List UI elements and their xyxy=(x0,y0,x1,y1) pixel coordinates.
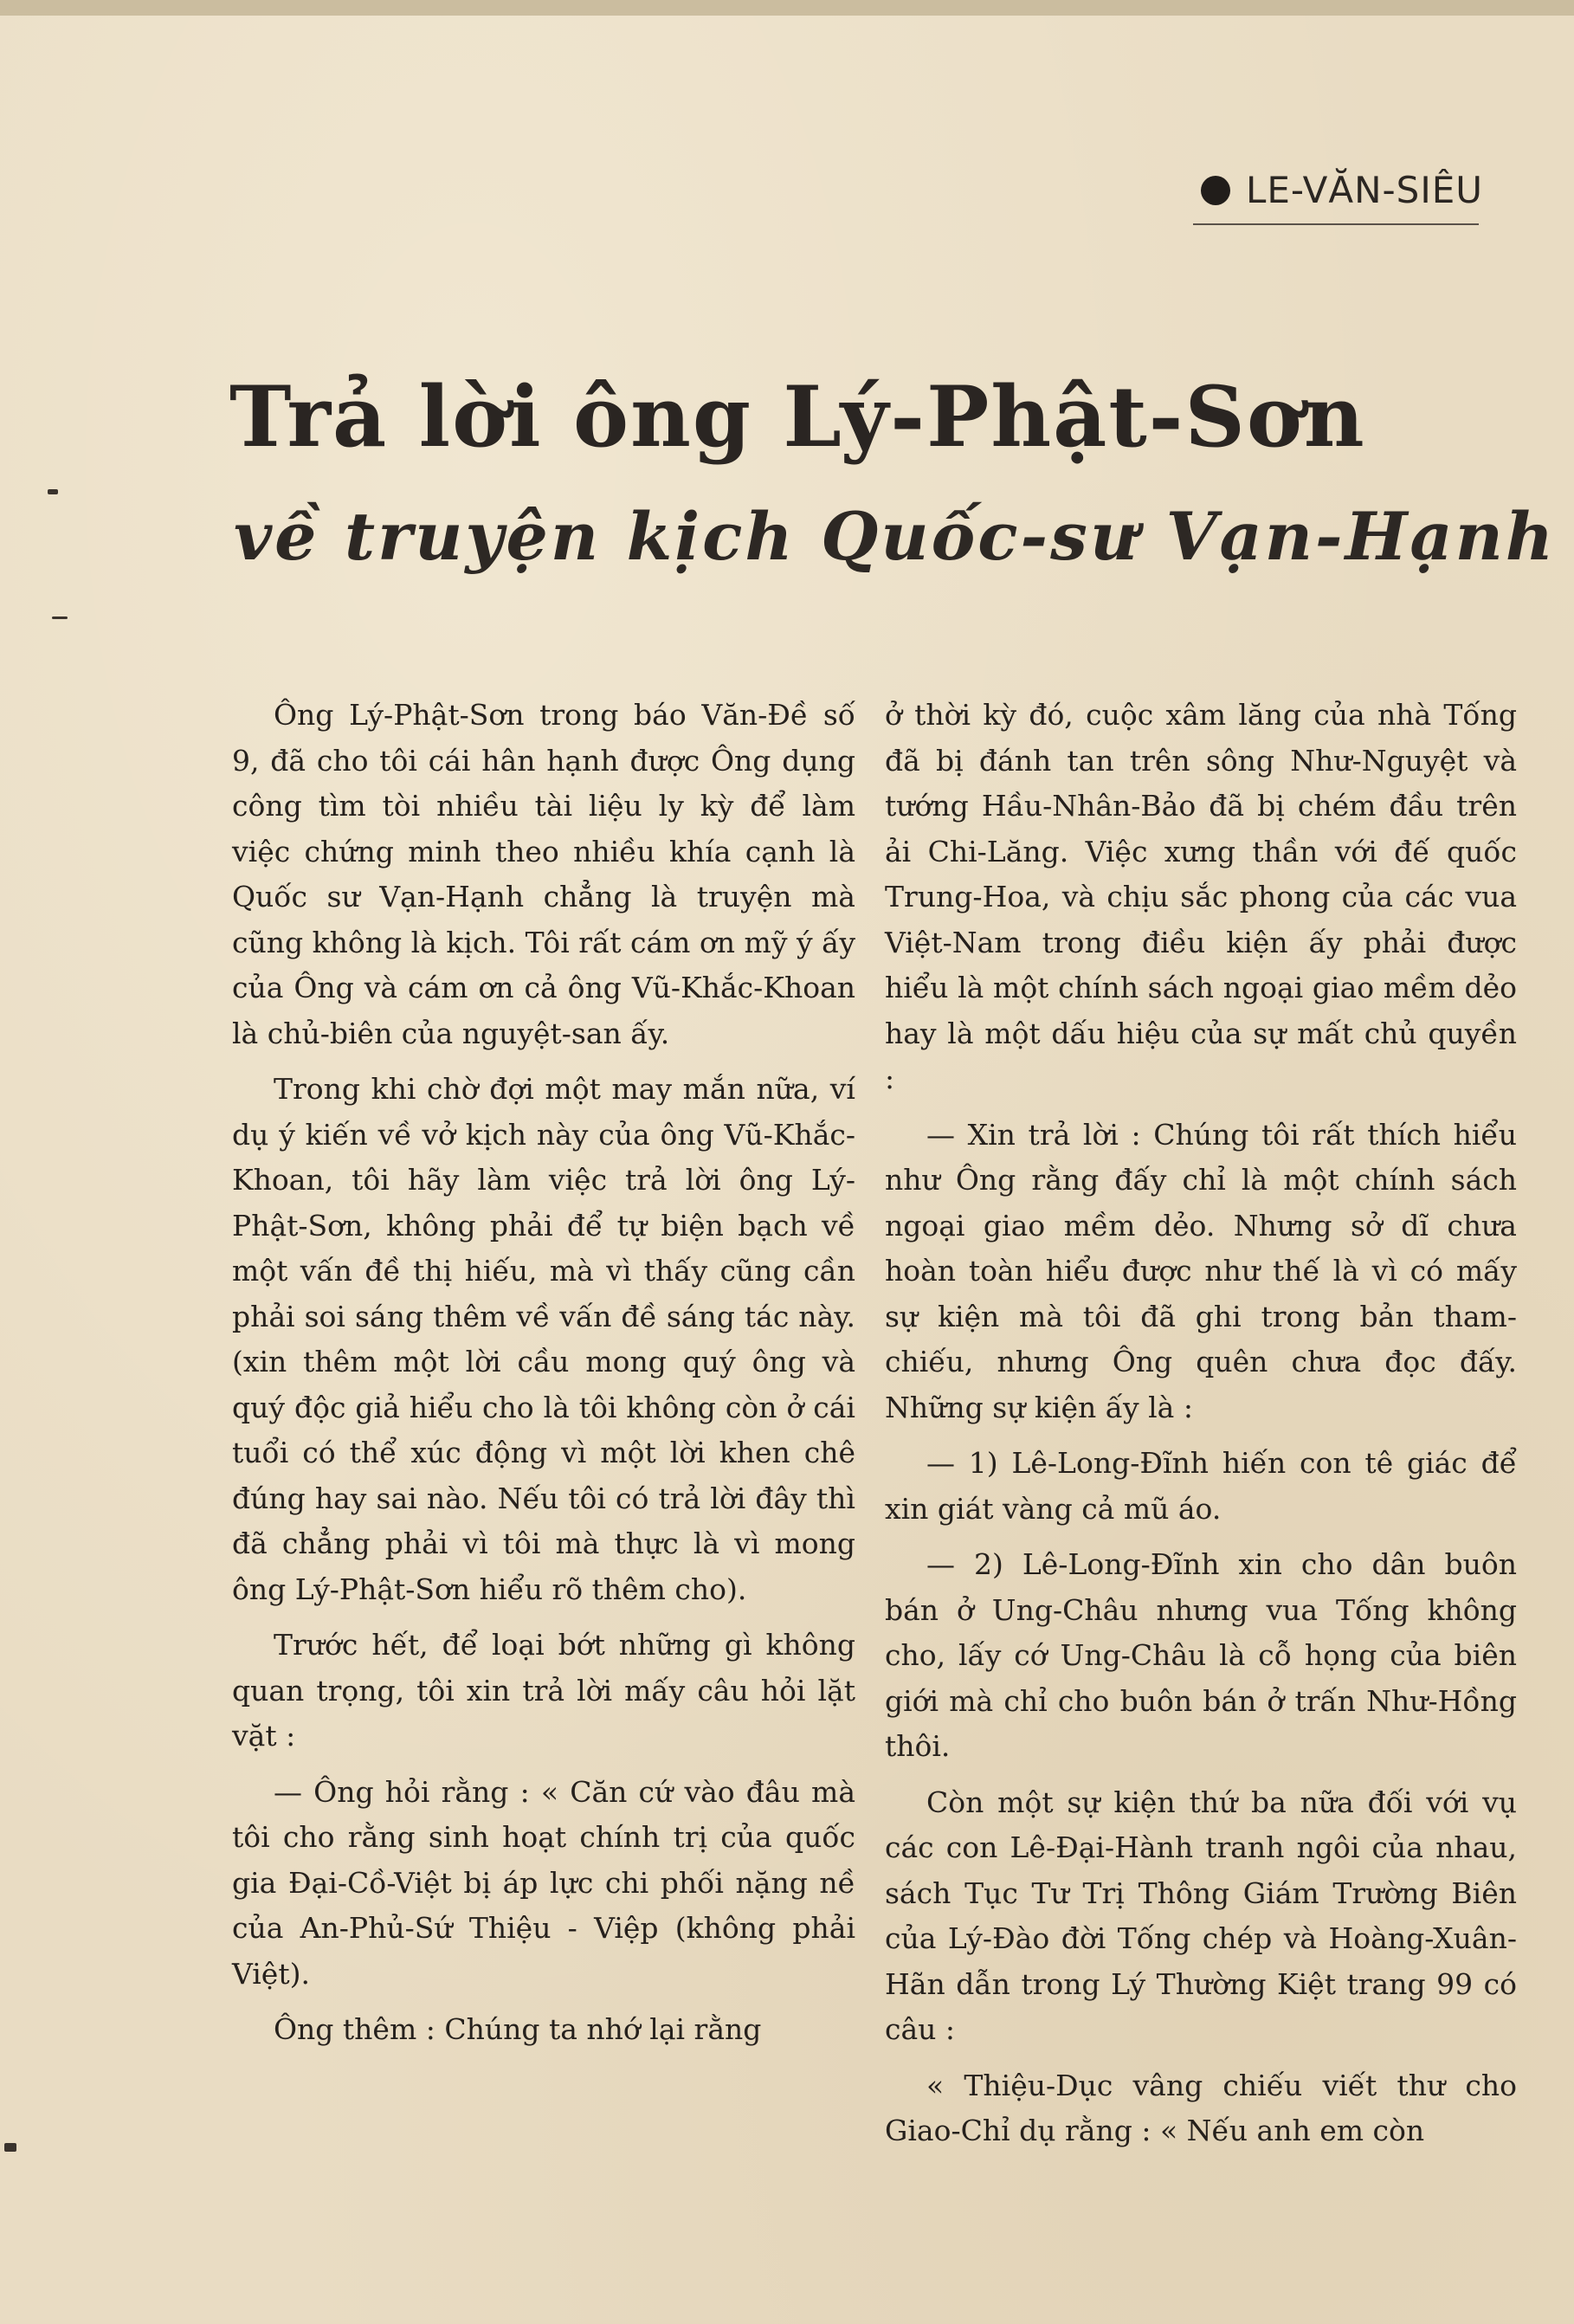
paragraph: Trước hết, để loại bớt những gì không quan trọng, tôi xin trả lời mấy câu hỏi lặt vặt : xyxy=(232,1628,855,1753)
bullet-icon xyxy=(1201,176,1230,205)
paragraph: Ông thêm : Chúng ta nhớ lại rằng xyxy=(274,2012,762,2046)
right-column xyxy=(885,693,1517,2165)
author-underline xyxy=(1193,223,1479,225)
author-byline xyxy=(1201,169,1483,211)
paper-mark xyxy=(4,2143,16,2152)
author-name: LE-VĂN-SIÊU xyxy=(1246,169,1483,211)
paragraph: — 1) Lê-Long-Đĩnh hiến con tê giác để xin giát vàng cả mũ áo. xyxy=(885,1446,1517,1526)
article-subtitle: về truyện kịch Quốc-sư Vạn-Hạnh xyxy=(234,498,1557,575)
paragraph: — Xin trả lời : Chúng tôi rất thích hiểu như Ông rằng đấy chỉ là một chính sách ngoại giao mềm dẻo. Nhưng sở dĩ chưa hoàn toàn hiểu được như thế là vì có mấy sự kiện mà tôi đã ghi trong bản tham-chiếu, nhưng Ông quên chưa đọc đấy. Những sự kiện ấy là : xyxy=(885,1117,1517,1424)
paragraph: Trong khi chờ đợi một may mắn nữa, ví dụ ý kiến về vở kịch này của ông Vũ-Khắc-Khoan, tôi hãy làm việc trả lời ông Lý-Phật-Sơn, không phải để tự biện bạch về một vấn đề thị hiếu, mà vì thấy cũng cần phải soi sáng thêm về vấn đề sáng tác này. (xin thêm một lời cầu mong quý ông và quý độc giả hiểu cho là tôi không còn ở cái tuổi có thể xúc động vì một lời khen chê đúng hay sai nào. Nếu tôi có trả lời đây thì đã chẳng phải vì tôi mà thực là vì mong ông Lý-Phật-Sơn hiểu rõ thêm cho). xyxy=(232,1072,855,1606)
paragraph: Còn một sự kiện thứ ba nữa đối với vụ các con Lê-Đại-Hành tranh ngôi của nhau, sách Tục Tư Trị Thông Giám Trường Biên của Lý-Đào đời Tống chép và Hoàng-Xuân-Hãn dẫn trong Lý Thường Kiệt trang 99 có câu : xyxy=(885,1785,1517,2046)
paper-mark xyxy=(48,489,58,494)
paper-mark xyxy=(52,617,68,619)
paragraph: — 2) Lê-Long-Đĩnh xin cho dân buôn bán ở Ung-Châu nhưng vua Tống không cho, lấy cớ Ung-Châu là cỗ họng của biên giới mà chỉ cho buôn bán ở trấn Như-Hồng thôi. xyxy=(885,1547,1517,1763)
paragraph: — Ông hỏi rằng : « Căn cứ vào đâu mà tôi cho rằng sinh hoạt chính trị của quốc gia Đại-Cồ-Việt bị áp lực chi phối nặng nề của An-Phủ-Sứ Thiệu - Việp (không phải Việt). xyxy=(232,1774,855,1991)
paragraph: ở thời kỳ đó, cuộc xâm lăng của nhà Tống đã bị đánh tan trên sông Như-Nguyệt và tướng Hầu-Nhân-Bảo đã bị chém đầu trên ải Chi-Lăng. Việc xưng thần với đế quốc Trung-Hoa, và chịu sắc phong của các vua Việt-Nam trong điều kiện ấy phải được hiểu là một chính sách ngoại giao mềm dẻo hay là một dấu hiệu của sự mất chủ quyền : xyxy=(885,698,1517,1095)
paragraph: Ông Lý-Phật-Sơn trong báo Văn-Đề số 9, đã cho tôi cái hân hạnh được Ông dụng công tìm tòi nhiều tài liệu ly kỳ để làm việc chứng minh theo nhiều khía cạnh là Quốc sư Vạn-Hạnh chẳng là truyện mà cũng không là kịch. Tôi rất cám ơn mỹ ý ấy của Ông và cám ơn cả ông Vũ-Khắc-Khoan là chủ-biên của nguyệt-san ấy. xyxy=(232,698,855,1050)
article-title: Trả lời ông Lý-Phật-Sơn xyxy=(229,368,1366,466)
left-column xyxy=(232,693,855,2063)
paragraph: « Thiệu-Dục vâng chiếu viết thư cho Giao-Chỉ dụ rằng : « Nếu anh em còn xyxy=(885,2068,1517,2147)
page-top-edge xyxy=(0,0,1574,16)
